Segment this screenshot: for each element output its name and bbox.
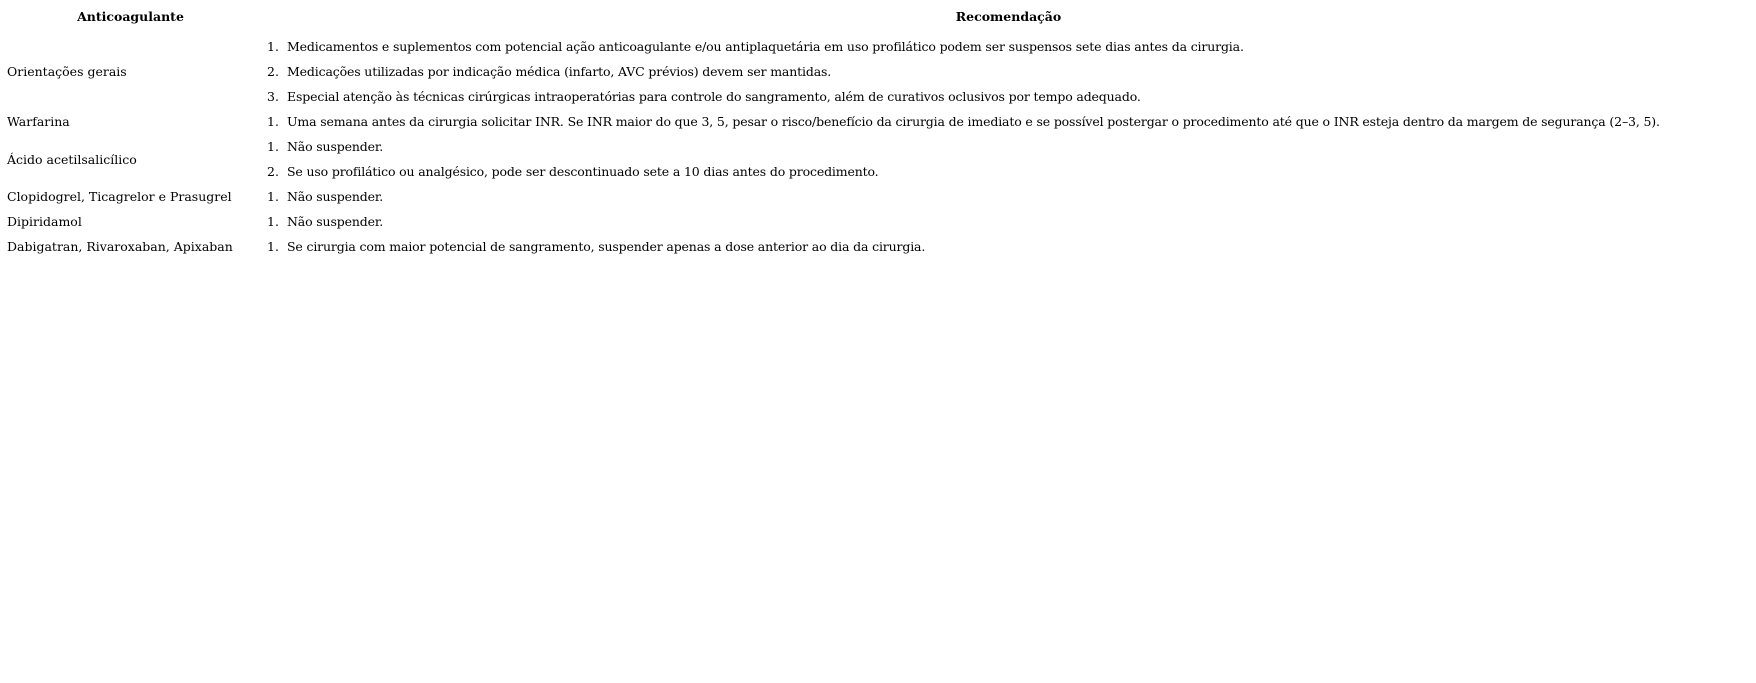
recommendation-text: Uma semana antes da cirurgia solicitar INR. Se INR maior do que 3, 5, pesar o risco/benefício da cirurgia de imediato e se possível postergar o procedimento até que o INR esteja dentro da margem de segurança (2–3, 5).	[287, 114, 1660, 129]
recommendation-cell	[261, 234, 1756, 259]
anticoagulant-cell: Ácido acetilsalicílico	[7, 151, 137, 167]
recommendation-text: Medicamentos e suplementos com potencial ação anticoagulante e/ou antiplaquetária em uso profilático podem ser suspensos sete dias antes da cirurgia.	[287, 39, 1244, 54]
table-row	[0, 209, 1756, 234]
recommendation-cell	[261, 159, 1756, 184]
table-row	[0, 59, 1756, 84]
list-number: 1.	[267, 214, 279, 229]
list-number: 1.	[267, 189, 279, 204]
anticoagulant-recommendation-table	[0, 0, 1756, 259]
recommendation-cell	[261, 184, 1756, 209]
anticoagulant-cell: Clopidogrel, Ticagrelor e Prasugrel	[7, 189, 232, 204]
list-item	[261, 109, 1756, 134]
list-number: 3.	[267, 89, 279, 104]
table-row	[0, 109, 1756, 134]
table-row	[0, 234, 1756, 259]
recommendation-cell	[261, 109, 1756, 134]
list-item	[261, 34, 1756, 59]
anticoagulant-cell: Warfarina	[7, 114, 70, 129]
table-row	[0, 159, 1756, 184]
list-item	[261, 159, 1756, 184]
anticoagulant-cell: Dabigatran, Rivaroxaban, Apixaban	[7, 239, 233, 254]
anticoagulant-cell: Dipiridamol	[7, 214, 82, 229]
list-number: 1.	[267, 114, 279, 129]
anticoagulant-cell: Orientações gerais	[7, 64, 127, 79]
recommendation-text: Especial atenção às técnicas cirúrgicas intraoperatórias para controle do sangramento, além de curativos oclusivos por tempo adequado.	[287, 89, 1141, 104]
recommendation-text: Não suspender.	[287, 139, 384, 154]
recommendation-cell	[261, 209, 1756, 234]
recommendation-cell	[261, 59, 1756, 84]
list-number: 1.	[267, 239, 279, 254]
list-item	[261, 234, 1756, 259]
list-number: 2.	[267, 64, 279, 79]
table-row	[0, 84, 1756, 109]
list-item	[261, 84, 1756, 109]
list-item	[261, 134, 1756, 159]
list-number: 1.	[267, 139, 279, 154]
list-number: 2.	[267, 164, 279, 179]
list-item	[261, 209, 1756, 234]
table-row	[0, 134, 1756, 159]
recommendation-text: Não suspender.	[287, 189, 384, 204]
recommendation-text: Não suspender.	[287, 214, 384, 229]
table-row	[0, 184, 1756, 209]
recommendation-cell	[261, 84, 1756, 109]
table-header-row	[0, 0, 1756, 34]
table-row	[0, 34, 1756, 59]
list-item	[261, 184, 1756, 209]
header-anticoagulant: Anticoagulante	[77, 9, 184, 24]
list-item	[261, 59, 1756, 84]
recommendation-text: Medicações utilizadas por indicação médica (infarto, AVC prévios) devem ser mantidas.	[287, 64, 832, 79]
recommendation-text: Se cirurgia com maior potencial de sangramento, suspender apenas a dose anterior ao dia da cirurgia.	[287, 239, 926, 254]
recommendation-cell	[261, 34, 1756, 59]
list-number: 1.	[267, 39, 279, 54]
header-recommendation: Recomendação	[955, 9, 1062, 24]
recommendation-text: Se uso profilático ou analgésico, pode ser descontinuado sete a 10 dias antes do procedimento.	[287, 164, 879, 179]
recommendation-cell	[261, 134, 1756, 159]
